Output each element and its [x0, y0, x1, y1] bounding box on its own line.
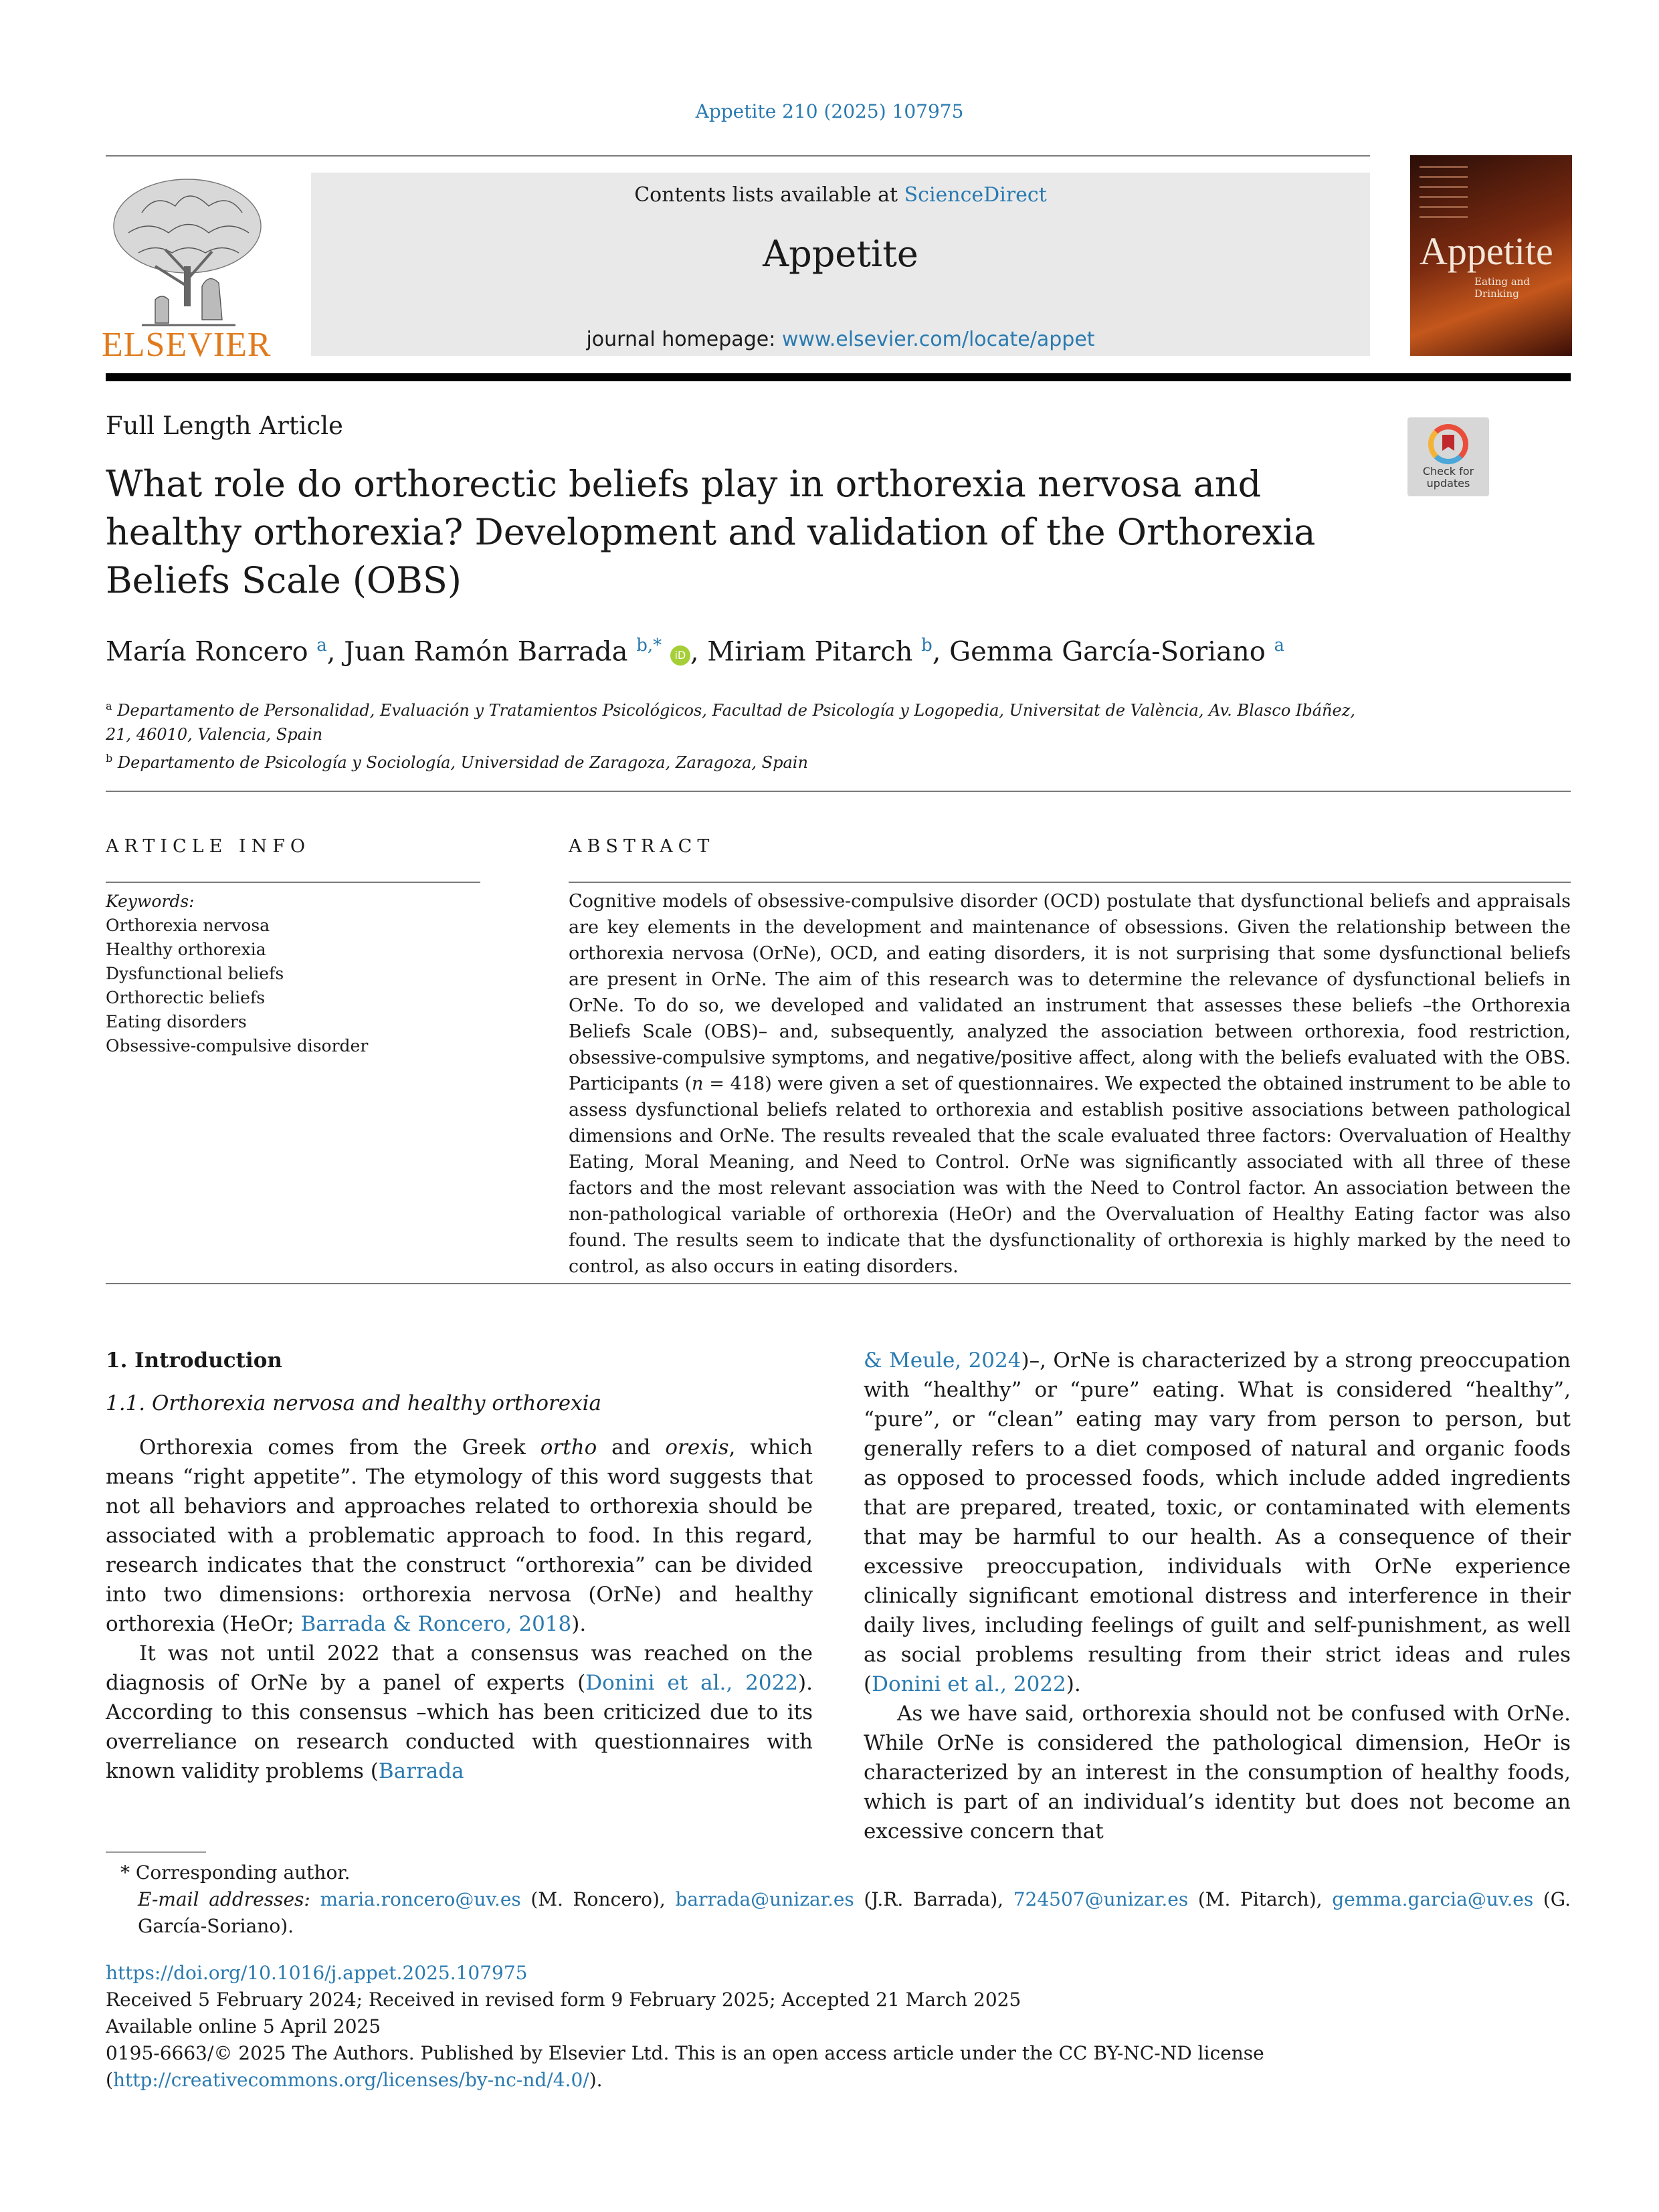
email-link[interactable]: barrada@unizar.es [675, 1888, 854, 1910]
doi-link[interactable]: https://doi.org/10.1016/j.appet.2025.107975 [106, 1962, 528, 1984]
journal-name: Appetite [763, 233, 918, 275]
text-run: and [597, 1435, 666, 1460]
affiliation-mark[interactable]: a [1274, 635, 1285, 656]
article-type: Full Length Article [106, 411, 343, 440]
affiliation-mark[interactable]: a [316, 635, 327, 656]
journal-header-box [311, 173, 1370, 356]
cover-title: Appetite [1420, 229, 1553, 273]
license-text: ). [589, 2069, 603, 2091]
footnote [106, 1859, 1571, 1940]
text-run: ). [571, 1612, 587, 1636]
citation-link[interactable]: Barrada & Roncero, 2018 [300, 1612, 572, 1636]
homepage-link[interactable]: www.elsevier.com/locate/appet [781, 328, 1095, 351]
citation-link[interactable]: & Meule, 2024 [864, 1348, 1021, 1373]
license-link[interactable]: http://creativecommons.org/licenses/by-nc-nd/4.0/ [112, 2069, 589, 2091]
body-column-right [864, 1346, 1571, 1846]
email-link[interactable]: maria.roncero@uv.es [320, 1888, 521, 1910]
citation-link[interactable]: Donini et al., 2022 [872, 1672, 1066, 1696]
journal-cover-image [1410, 155, 1572, 356]
author-name[interactable]: María Roncero [106, 636, 308, 668]
check-for-updates-button[interactable] [1407, 417, 1489, 496]
author-list: María Roncero $^a$, Juan Ramón Barrada $^{b,*}$ iD , Miriam Pitarch $^b$, Gemma García-Soriano $^a$ [106, 635, 1285, 668]
affiliation-marker: a [106, 700, 112, 712]
citation-link[interactable]: Barrada [378, 1759, 464, 1783]
keyword: Orthorectic beliefs [106, 988, 266, 1007]
article-title: What role do orthorectic beliefs play in orthorexia nervosa and healthy orthorexia? Development and validation of the Orthorexia Beliefs Scale (OBS) [106, 463, 1316, 601]
corresponding-author-note: * Corresponding author. [120, 1862, 351, 1884]
affiliation [106, 746, 1377, 775]
paragraph: As we have said, orthorexia should not be confused with OrNe. While OrNe is considered the pathological dimension, HeOr is characterized by an interest in the consumption of healthy foods, which is part of an individual’s identity but does not become an excessive concern that [864, 1702, 1571, 1843]
abstract-rule [569, 882, 1571, 883]
keywords-label: Keywords: [106, 892, 195, 911]
citation-link[interactable]: Donini et al., 2022 [585, 1671, 799, 1695]
keywords-list [106, 890, 368, 1058]
top-divider [106, 155, 1370, 157]
email-label: E-mail addresses: [138, 1888, 320, 1910]
cover-text-lines [1420, 166, 1468, 226]
text-run: ortho [540, 1435, 597, 1460]
affiliation-text: Departamento de Personalidad, Evaluación y Tratamientos Psicológicos, Facultad de Psicología y Logopedia, Universitat de València, Av. Blasco Ibáñez, 21, 46010, Valencia, Spain [106, 701, 1355, 744]
elsevier-logo [102, 173, 272, 364]
received-dates: Received 5 February 2024; Received in revised form 9 February 2025; Accepted 21 March 2025 [106, 1989, 1021, 2011]
journal-reference-link[interactable]: Appetite 210 (2025) 107975 [695, 100, 964, 122]
affiliation [106, 694, 1377, 746]
text-run: ). [1066, 1672, 1081, 1696]
affiliation-divider [106, 791, 1571, 792]
keyword: Eating disorders [106, 1012, 247, 1031]
abstract-heading: ABSTRACT [569, 836, 715, 857]
email-owner: (G. García-Soriano). [138, 1888, 1571, 1937]
text-run: ). According to this consensus –which has been criticized due to its overreliance on research conducted with questionnaires with known validity problems ( [106, 1671, 813, 1783]
affiliation-marker: b [106, 752, 113, 765]
article-info-rule [106, 882, 480, 883]
homepage-line [311, 328, 1370, 351]
elsevier-wordmark: ELSEVIER [102, 326, 272, 364]
keyword: Healthy orthorexia [106, 940, 266, 959]
email-link[interactable]: 724507@unizar.es [1013, 1888, 1189, 1910]
contents-prefix: Contents lists available at [634, 183, 904, 207]
abstract-bottom-rule [106, 1283, 1571, 1284]
keyword: Dysfunctional beliefs [106, 964, 284, 983]
keyword: Obsessive-compulsive disorder [106, 1036, 369, 1055]
text-run: )–, OrNe is characterized by a strong preoccupation with “healthy” or “pure” eating. What is considered “healthy”, “pure”, or “clean” eating may vary from person to person, but generally refers to a diet composed of natural and organic foods as opposed to processed foods, which include added ingredients that are prepared, treated, toxic, or contaminated with elements that may be harmful to our health. As a consequence of their excessive preoccupation, individuals with OrNe experience clinically significant emotional distress and interference in their daily lives, including feelings of guilt and self-punishment, as well as social problems resulting from their strict ideas and rules ( [864, 1348, 1571, 1696]
contents-line [311, 183, 1370, 207]
email-owner: (J.R. Barrada), [854, 1888, 1013, 1910]
email-link[interactable]: gemma.garcia@uv.es [1332, 1888, 1534, 1910]
email-owner: (M. Roncero), [520, 1888, 676, 1910]
license-text: 0195-6663/© 2025 The Authors. Published by Elsevier Ltd. This is an open access article under the CC BY-NC-ND license ( [106, 2042, 1264, 2091]
paragraph [106, 1639, 813, 1786]
author-name[interactable]: Juan Ramón Barrada [344, 636, 628, 668]
check-updates-label: Check for updates [1422, 465, 1474, 490]
text-run: , which means “right appetite”. The etymology of this word suggests that not all behaviors and approaches related to orthorexia should be associated with a problematic approach to food. In this regard, research indicates that the construct “orthorexia” can be divided into two dimensions: orthorexia nervosa (OrNe) and healthy orthorexia (HeOr; [106, 1435, 813, 1636]
author-name[interactable]: Gemma García-Soriano [949, 636, 1266, 668]
abstract-text [569, 888, 1571, 1280]
author-name[interactable]: Miriam Pitarch [707, 636, 913, 668]
email-owner: (M. Pitarch), [1188, 1888, 1333, 1910]
paragraph [864, 1346, 1571, 1699]
sciencedirect-link[interactable]: ScienceDirect [904, 183, 1047, 207]
available-online: Available online 5 April 2025 [106, 2015, 381, 2037]
subsection-heading: 1.1. Orthorexia nervosa and healthy orthorexia [106, 1391, 602, 1415]
keyword: Orthorexia nervosa [106, 916, 270, 935]
text-run: Orthorexia comes from the Greek [139, 1435, 541, 1460]
abstract-part: = 418) were given a set of questionnaires. We expected the obtained instrument to be able to assess dysfunctional beliefs related to orthorexia and establish positive associations between pathological dimensions and OrNe. The results revealed that the scale evaluated three factors: Overvaluation of Healthy Eating, Moral Meaning, and Need to Control. OrNe was significantly associated with all three of these factors and the most relevant association was with the Need to Control factor. An association between the non-pathological variable of orthorexia (HeOr) and the Overvaluation of Healthy Eating factor was also found. The results seem to indicate that the dysfunctionality of orthorexia is highly marked by the need to control, as also occurs in eating disorders. [569, 1074, 1571, 1277]
affiliation-mark[interactable]: b [921, 635, 933, 656]
tree-emblem-icon [102, 173, 272, 328]
affiliation-mark[interactable]: b,* [636, 635, 662, 656]
paragraph [106, 1433, 813, 1639]
affiliations [106, 694, 1377, 775]
footnote-rule [106, 1851, 206, 1853]
homepage-prefix: journal homepage: [586, 328, 782, 351]
affiliation-text: Departamento de Psicología y Sociología, Universidad de Zaragoza, Zaragoza, Spain [117, 753, 808, 772]
section-heading: 1. Introduction [106, 1348, 282, 1373]
orcid-icon[interactable]: iD [670, 645, 690, 666]
text-run: It was not until 2022 that a consensus was reached on the diagnosis of OrNe by a panel of experts ( [106, 1641, 813, 1695]
publication-info [106, 1960, 1571, 2094]
bookmark-icon [1428, 424, 1468, 464]
abstract-n-symbol: n [692, 1074, 704, 1094]
abstract-part: Cognitive models of obsessive-compulsive disorder (OCD) postulate that dysfunctional beliefs and appraisals are key elements in the development and maintenance of obsessions. Given the relationship between the orthorexia nervosa (OrNe), OCD, and eating disorders, it is not surprising that some dysfunctional beliefs are present in OrNe. The aim of this research was to determine the relevance of dysfunctional beliefs in OrNe. To do so, we developed and validated an instrument that assesses these beliefs –the Orthorexia Beliefs Scale (OBS)– and, subsequently, analyzed the association between orthorexia, food restriction, obsessive-compulsive symptoms, and negative/positive affect, along with the beliefs evaluated with the OBS. Participants ( [569, 891, 1571, 1094]
article-info-heading: ARTICLE INFO [106, 836, 311, 857]
license-line [106, 2040, 1571, 2094]
email-addresses [106, 1886, 1571, 1940]
text-run: orexis [665, 1435, 729, 1460]
body-column-left [106, 1346, 813, 1786]
header-thick-rule [106, 373, 1571, 381]
cover-subtitle: Eating and Drinking [1474, 276, 1530, 300]
